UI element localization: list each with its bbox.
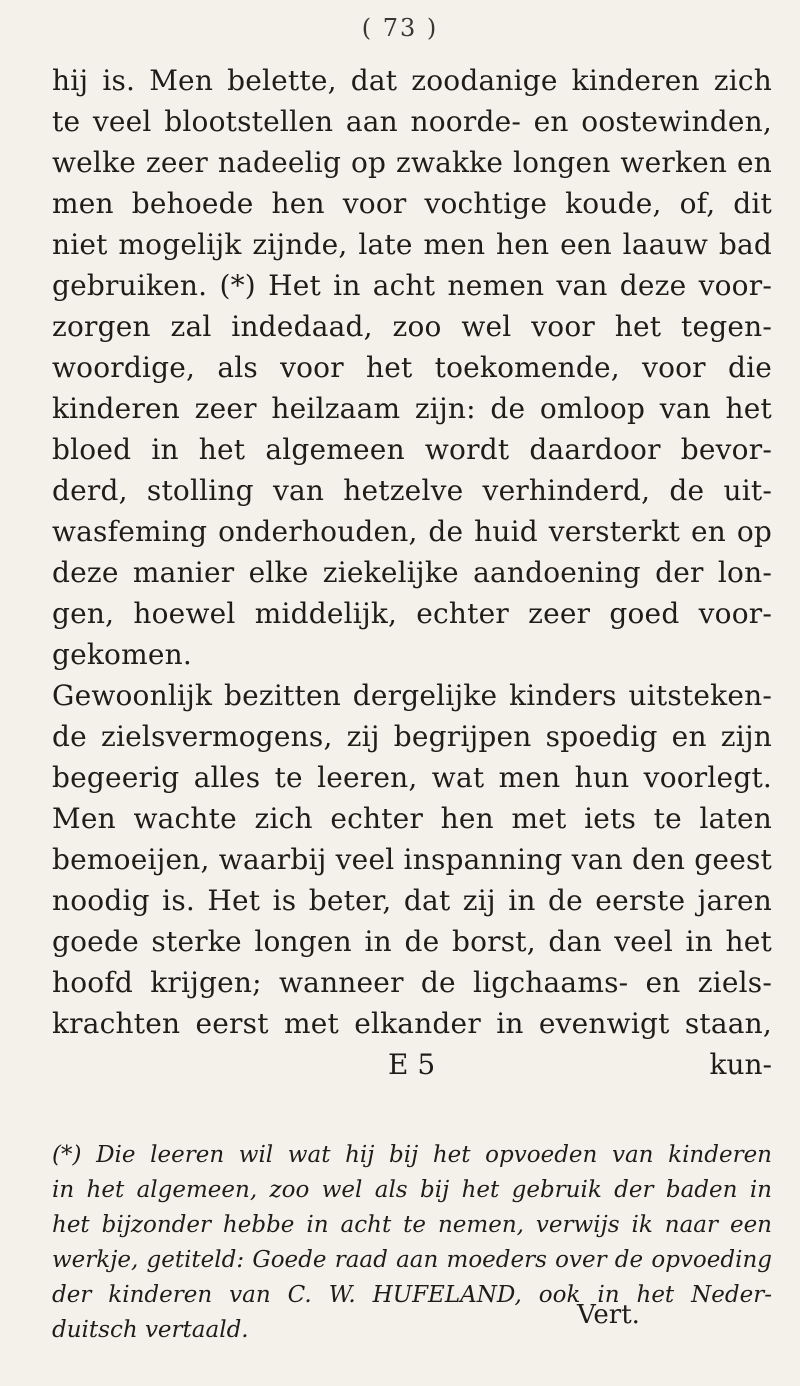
page-number: ( 73 )	[361, 14, 439, 42]
text-line: men behoede hen voor vochtige koude, of, dit	[52, 187, 772, 220]
body-text	[52, 60, 772, 1085]
signature-mark: E 5	[388, 1048, 436, 1081]
text-line: niet mogelijk zijnde, late men hen een laauw bad	[52, 228, 772, 261]
text-line: gebruiken. (*) Het in acht nemen van deze voor-	[52, 269, 772, 302]
text-line: bemoeijen, waarbij veel inspanning van den geest	[52, 843, 772, 876]
text-line: goede sterke longen in de borst, dan veel in het	[52, 925, 772, 958]
text-line: deze manier elke ziekelijke aandoening der lon-	[52, 556, 772, 589]
text-line: begeerig alles te leeren, wat men hun voorlegt.	[52, 761, 772, 794]
text-line: woordige, als voor het toekomende, voor die	[52, 351, 772, 384]
footnote-line: werkje, getiteld: Goede raad aan moeders over de opvoeding	[52, 1247, 772, 1273]
text-line: welke zeer nadeelig op zwakke longen werken en	[52, 146, 772, 179]
text-line: derd, stolling van hetzelve verhinderd, de uit-	[52, 474, 772, 507]
text-line: gen, hoewel middelijk, echter zeer goed voor-	[52, 597, 772, 630]
text-line: noodig is. Het is beter, dat zij in de eerste jaren	[52, 884, 772, 917]
text-line: gekomen.	[52, 638, 192, 671]
text-line: bloed in het algemeen wordt daardoor bevor-	[52, 433, 772, 466]
footnote-line: (*) Die leeren wil wat hij bij het opvoeden van kinderen	[52, 1142, 772, 1168]
signature-line	[52, 1044, 772, 1085]
footnote	[52, 1138, 772, 1348]
text-line: kinderen zeer heilzaam zijn: de omloop van het	[52, 392, 772, 425]
footnote-line: in het algemeen, zoo wel als bij het gebruik der baden in	[52, 1177, 772, 1203]
text-line: Men wachte zich echter hen met iets te laten	[52, 802, 772, 835]
text-line: krachten eerst met elkander in evenwigt staan,	[52, 1007, 772, 1040]
catchword: kun-	[709, 1048, 772, 1081]
text-line: wasfeming onderhouden, de huid versterkt en op	[52, 515, 772, 548]
footnote-line: duitsch vertaald.	[52, 1317, 249, 1343]
footnote-line: der kinderen van C. W. HUFELAND, ook in het Neder-	[52, 1282, 772, 1308]
text-line: de zielsvermogens, zij begrijpen spoedig en zijn	[52, 720, 772, 753]
text-line: hoofd krijgen; wanneer de ligchaams- en ziels-	[52, 966, 772, 999]
text-line: zorgen zal indedaad, zoo wel voor het tegen-	[52, 310, 772, 343]
text-line: Gewoonlijk bezitten dergelijke kinders uitsteken-	[52, 679, 772, 712]
footnote-line: het bijzonder hebbe in acht te nemen, verwijs ik naar een	[52, 1212, 772, 1238]
text-line: hij is. Men belette, dat zoodanige kinderen zich	[52, 64, 772, 97]
footnote-continues: Vert.	[577, 1300, 640, 1330]
text-line: te veel blootstellen aan noorde- en oostewinden,	[52, 105, 772, 138]
